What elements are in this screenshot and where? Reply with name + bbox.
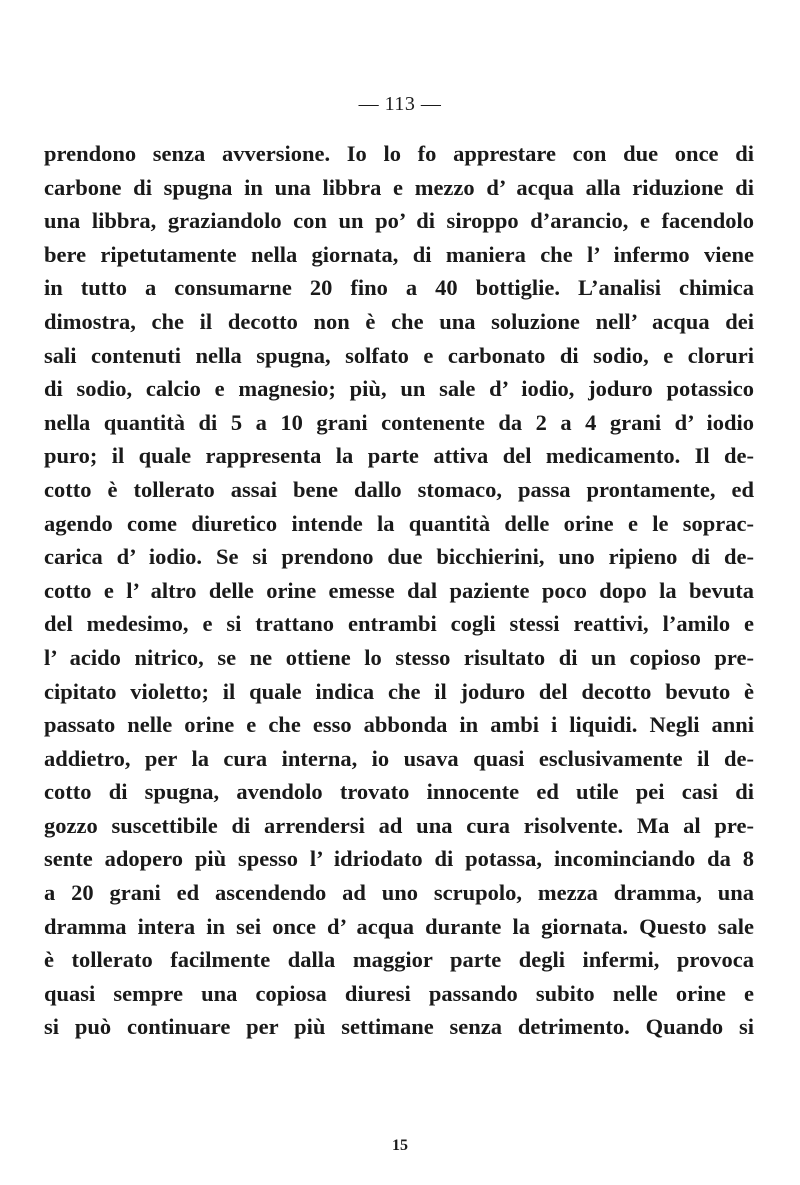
text-line: cipitato violetto; il quale indica che il joduro del decotto bevuto è bbox=[44, 678, 754, 704]
text-line: prendono senza avversione. Io lo fo apprestare con due once di bbox=[44, 141, 754, 166]
text-line: dramma intera in sei once d’ acqua durante la giornata. Questo sale bbox=[44, 913, 754, 939]
text-line: sente adopero più spesso l’ idriodato di potassa, incominciando da 8 bbox=[44, 846, 754, 872]
text-line: gozzo suscettibile di arrendersi ad una cura risolvente. Ma al pre- bbox=[44, 812, 754, 838]
text-line: in tutto a consumarne 20 fino a 40 bottiglie. L’analisi chimica bbox=[44, 275, 754, 301]
text-line: bere ripetutamente nella giornata, di maniera che l’ infermo viene bbox=[44, 241, 754, 267]
text-line: dimostra, che il decotto non è che una soluzione nell’ acqua dei bbox=[44, 308, 754, 334]
text-line: cotto e l’ altro delle orine emesse dal paziente poco dopo la bevuta bbox=[44, 577, 754, 603]
page-number-header: — 113 — bbox=[358, 93, 442, 115]
signature-mark: 15 bbox=[392, 1137, 408, 1154]
text-line: addietro, per la cura interna, io usava quasi esclusivamente il de- bbox=[44, 745, 754, 771]
text-line: è tollerato facilmente dalla maggior parte degli infermi, provoca bbox=[44, 947, 754, 973]
text-line: a 20 grani ed ascendendo ad uno scrupolo, mezza dramma, una bbox=[44, 880, 754, 906]
text-line: quasi sempre una copiosa diuresi passando subito nelle orine e bbox=[44, 980, 754, 1006]
text-line: nella quantità di 5 a 10 grani contenente da 2 a 4 grani d’ iodio bbox=[44, 409, 754, 435]
text-line: si può continuare per più settimane senza detrimento. Quando si bbox=[44, 1014, 754, 1040]
text-line: sali contenuti nella spugna, solfato e carbonato di sodio, e cloruri bbox=[44, 342, 754, 368]
text-line: puro; il quale rappresenta la parte attiva del medicamento. Il de- bbox=[44, 443, 754, 469]
text-line: cotto di spugna, avendolo trovato innocente ed utile pei casi di bbox=[44, 779, 754, 805]
text-line: una libbra, graziandolo con un po’ di siroppo d’arancio, e facendolo bbox=[44, 208, 754, 234]
text-line: del medesimo, e si trattano entrambi cogli stessi reattivi, l’amilo e bbox=[44, 611, 754, 637]
text-line: cotto è tollerato assai bene dallo stomaco, passa prontamente, ed bbox=[44, 476, 754, 502]
text-line: di sodio, calcio e magnesio; più, un sale d’ iodio, joduro potassico bbox=[44, 376, 754, 402]
text-line: agendo come diuretico intende la quantità delle orine e le soprac- bbox=[44, 510, 754, 536]
text-line: carica d’ iodio. Se si prendono due bicchierini, uno ripieno di de- bbox=[44, 544, 754, 570]
text-line: passato nelle orine e che esso abbonda in ambi i liquidi. Negli anni bbox=[44, 712, 754, 738]
text-line: l’ acido nitrico, se ne ottiene lo stesso risultato di un copioso pre- bbox=[44, 644, 754, 670]
text-line: carbone di spugna in una libbra e mezzo d’ acqua alla riduzione di bbox=[44, 174, 754, 200]
body-text bbox=[44, 137, 754, 1044]
